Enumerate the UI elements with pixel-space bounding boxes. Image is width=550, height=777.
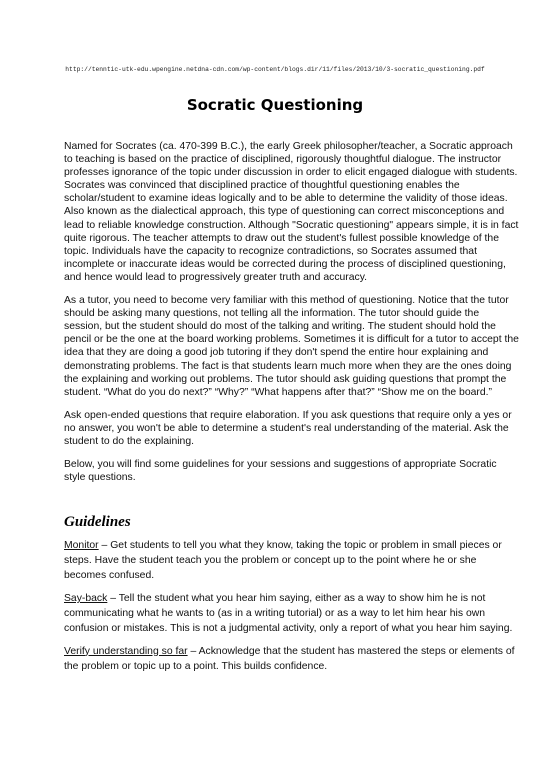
guideline-verify <box>64 645 519 675</box>
guideline-say-back <box>64 592 519 637</box>
guideline-monitor <box>64 539 519 584</box>
guideline-term: Monitor <box>64 540 99 552</box>
intro-paragraph: Named for Socrates (ca. 470-399 B.C.), the early Greek philosopher/teacher, a Socratic approach to teaching is based on the practice of disciplined, rigorously thoughtful dialogue. The instructor professes ignorance of the topic under discussion in order to elicit engaged dialogue with students. Socrates was convinced that disciplined practice of thoughtful questioning enables the scholar/student to examine ideas logically and to be able to determine the validity of those ideas. Also known as the dialectical approach, this type of questioning can correct misconceptions and lead to reliable knowledge construction. Although "Socratic questioning" appears simple, it is in fact quite rigorous. The teacher attempts to draw out the student's fullest possible knowledge of the topic. Individuals have the capacity to recognize contradictions, so Socrates assumed that incomplete or inaccurate ideas would be corrected during the process of disciplined questioning, and hence would lead to progressively greater truth and accuracy. <box>64 141 519 283</box>
source-url: http://tenntic-utk-edu.wpengine.netdna-cdn.com/wp-content/blogs.dir/11/files/2013/10/3-socratic_questioning.pdf <box>65 66 485 73</box>
guidelines-heading: Guidelines <box>64 514 131 531</box>
guidelines-list <box>64 539 519 674</box>
guideline-text: – Get students to tell you what they know, taking the topic or problem in small pieces or steps. Have the student teach you the problem or concept up to the point where he or she becomes confused. <box>64 540 502 582</box>
guideline-text: – Tell the student what you hear him saying, either as a way to show him he is not communicating what he wants to (as in a writing tutorial) or as a way to let him hear his own confusion or mistakes. This is not a judgmental activity, only a report of what you hear him saying. <box>64 592 513 634</box>
document-title: Socratic Questioning <box>186 96 364 114</box>
guideline-term: Say-back <box>64 592 108 604</box>
guideline-term: Verify understanding so far <box>64 645 188 657</box>
document-body <box>64 140 519 683</box>
guideline-text: – Acknowledge that the student has mastered the steps or elements of the problem or topic up to a point. This builds confidence. <box>64 645 515 672</box>
tutor-paragraph: As a tutor, you need to become very familiar with this method of questioning. Notice that the tutor should be asking many questions, not telling all the information. The tutor should guide the session, but the student should do most of the talking and writing. The student should hold the pencil or be the one at the board working problems. Sometimes it is difficult for a tutor to accept the idea that they are doing a good job tutoring if they don't spend the entire hour explaining and demonstrating problems. The fact is that students learn much more when they are the ones doing the explaining and working out problems. The tutor should ask guiding questions that prompt the student. “What do you do next?” “Why?” “What happens after that?” “Show me on the board.” <box>64 295 519 398</box>
open-ended-paragraph: Ask open-ended questions that require elaboration. If you ask questions that require only a yes or no answer, you won't be able to determine a student's real understanding of the material. Ask the student to do the explaining. <box>64 409 512 447</box>
below-paragraph: Below, you will find some guidelines for your sessions and suggestions of appropriate Socratic style questions. <box>64 459 497 484</box>
